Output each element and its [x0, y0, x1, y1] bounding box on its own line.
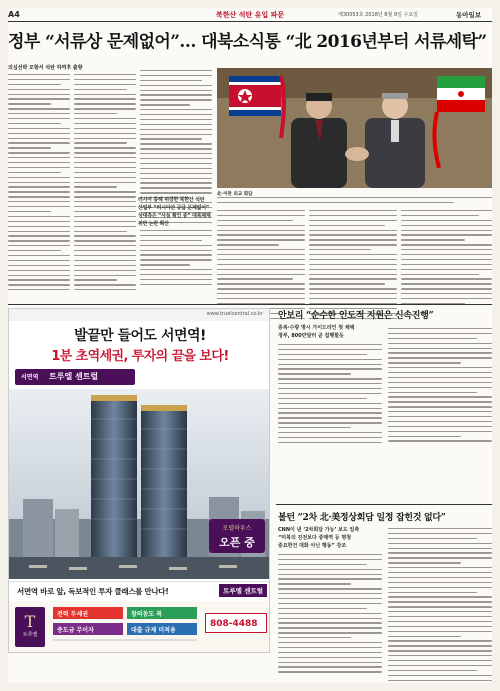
- side-article-1-title: 안보리 “순수한 인도적 지원은 신속진행”: [278, 311, 434, 321]
- article-column-3b: [140, 230, 212, 289]
- photo-caption: [217, 191, 492, 205]
- article-subhead: 의심선박 모항서 석탄 하역후 출항: [8, 65, 83, 71]
- ad-url[interactable]: www.truelcentral.co.kr: [206, 311, 263, 317]
- section-title: 북한산 석탄 유입 파문: [216, 11, 285, 19]
- pull-quote-3: 상대측은 “사실 확인 중” 대북제재 위반 논란 확산: [138, 213, 211, 227]
- main-headline: 정부 “서류상 문제없어”… 대북소식통 “北 2016년부터 서류세탁”: [8, 32, 487, 52]
- phone-number[interactable]: 808-4488: [210, 619, 258, 629]
- article-column-4: [217, 210, 305, 322]
- caption-lead: 北·이란 외교 회담: [217, 192, 253, 197]
- feature-4: 대출 규제 미적용: [127, 623, 197, 635]
- side-article-2-col-1: [278, 554, 382, 676]
- side-article-2-sub: CNN이 낸 ‘2차회담 가능’ 보도 일축 “미북의 진전보다 중매역 등 명청 중요한건 대화 아닌 행동” 강조: [278, 527, 360, 549]
- feature-1: 전력 두세권: [53, 607, 123, 619]
- newspaper-name: 동아일보: [456, 11, 482, 19]
- side-article-1-sub: 중복·수량 명시 가이드라인 첫 채택 정부, 800만달러 곧 집행할듯: [278, 325, 355, 339]
- ad-headline-2: 1분 초역세권, 투자의 끝을 보다!: [51, 349, 229, 364]
- feature-3: 중도금 무이자: [53, 623, 123, 635]
- section-divider: [8, 304, 492, 305]
- news-photo: [217, 68, 492, 188]
- side-article-2-col-2: [388, 528, 492, 685]
- side-article-1-col-2: [388, 328, 492, 445]
- article-column-5: [309, 210, 397, 322]
- ad-banner: 서면역 바로 앞, 독보적인 투자 클래스를 만나다! 트루엘 센트럴: [9, 581, 270, 599]
- ad-brand-badge: 서면역 트루엘 센트럴: [15, 369, 135, 385]
- article-column-6: [401, 210, 492, 308]
- article-column-1: [8, 74, 70, 294]
- feature-2: 창의동도 복: [127, 607, 197, 619]
- pull-quote-block: [138, 196, 212, 228]
- handshake: [345, 147, 369, 161]
- issue-meta: 제30053호 2018년 8월 9일 수요일: [338, 12, 418, 18]
- photo-illustration: [217, 68, 492, 188]
- ad-features: [9, 601, 270, 653]
- side-article-1-col-1: [278, 344, 382, 447]
- page-number: A4: [8, 10, 20, 19]
- side-article-2-title: 볼턴 “2차 北·美정상회담 일정 잡힌것 없다”: [278, 513, 446, 523]
- ad-banner-brand: 트루엘 센트럴: [219, 584, 267, 597]
- page-header: [8, 8, 492, 22]
- advertisement[interactable]: [8, 308, 270, 653]
- ad-headline-1: 발끝만 들어도 서면역!: [74, 328, 206, 344]
- phone-box[interactable]: [205, 613, 267, 633]
- pull-quote-2: 산업부 “러시아산 공급 문제없어”: [138, 205, 209, 211]
- newspaper-page: [8, 8, 492, 683]
- brand-logo-icon: T 트루엘: [15, 607, 45, 647]
- side-divider: [276, 504, 492, 505]
- open-badge: 모델하우스 오픈 중: [209, 519, 265, 553]
- article-column-2: [74, 74, 136, 294]
- pull-quote-1: 러시아 통해 위장한 북한산 석탄: [138, 197, 205, 203]
